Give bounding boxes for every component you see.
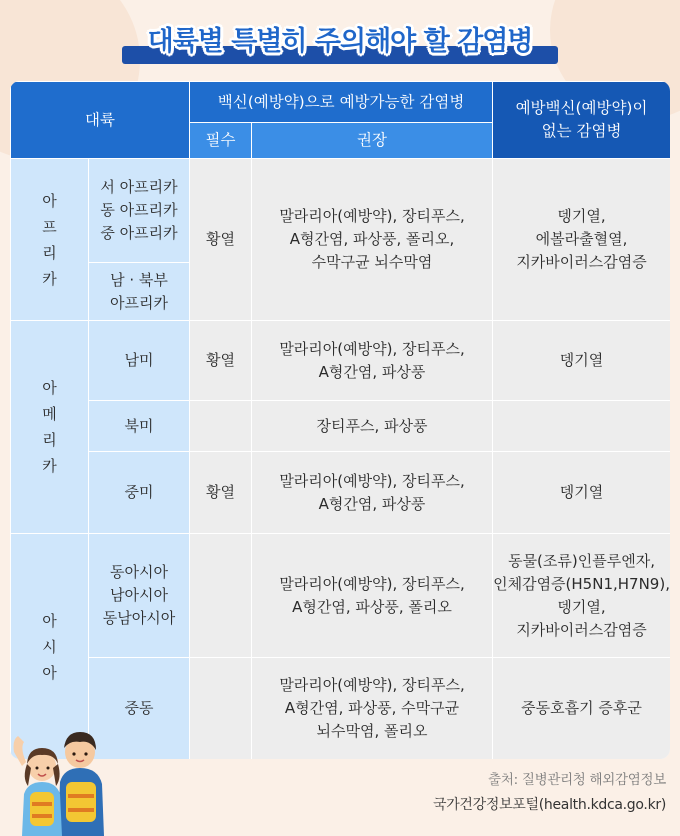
header-vaccine-group: 백신(예방약)으로 예방가능한 감염병	[190, 82, 493, 123]
footer-source: 출처: 질병관리청 해외감염정보	[488, 772, 666, 788]
page-title: 대륙별 특별히 주의해야 할 감염병	[147, 25, 533, 57]
south-america-no-vaccine: 뎅기열	[493, 321, 670, 401]
continent-africa: 아 프 리 카	[11, 159, 89, 321]
east-asia-recommended: 말라리아(예방약), 장티푸스, A형간염, 파상풍, 폴리오	[252, 534, 493, 658]
region-africa-west-east-central: 서 아프리카 동 아프리카 중 아프리카	[89, 159, 190, 263]
south-america-recommended: 말라리아(예방약), 장티푸스, A형간염, 파상풍	[252, 321, 493, 401]
region-central-america: 중미	[89, 452, 190, 534]
middle-east-no-vaccine: 중동호흡기 증후군	[493, 658, 670, 760]
region-north-america: 북미	[89, 401, 190, 452]
header-continent: 대륙	[11, 82, 190, 159]
east-asia-no-vaccine: 동물(조류)인플루엔자, 인체감염증(H5N1,H7N9), 뎅기열, 지카바이러스감염증	[493, 534, 670, 658]
region-south-america: 남미	[89, 321, 190, 401]
header-no-vaccine: 예방백신(예방약)이 없는 감염병	[493, 82, 670, 159]
south-america-required: 황열	[190, 321, 252, 401]
africa-no-vaccine: 뎅기열, 에볼라출혈열, 지카바이러스감염증	[493, 159, 670, 321]
header-required: 필수	[190, 123, 252, 159]
east-asia-required	[190, 534, 252, 658]
continent-america: 아 메 리 카	[11, 321, 89, 534]
africa-recommended: 말라리아(예방약), 장티푸스, A형간염, 파상풍, 폴리오, 수막구균 뇌수막염	[252, 159, 493, 321]
region-middle-east: 중동	[89, 658, 190, 760]
continent-asia: 아 시 아	[11, 534, 89, 760]
north-america-no-vaccine	[493, 401, 670, 452]
africa-required: 황열	[190, 159, 252, 321]
middle-east-required	[190, 658, 252, 760]
infection-table	[10, 81, 670, 759]
region-east-south-southeast-asia: 동아시아 남아시아 동남아시아	[89, 534, 190, 658]
region-africa-south-north: 남 · 북부 아프리카	[89, 263, 190, 321]
children-icon	[8, 722, 118, 836]
footer-site: 국가건강정보포털(health.kdca.go.kr)	[432, 797, 666, 813]
north-america-recommended: 장티푸스, 파상풍	[252, 401, 493, 452]
title-banner	[0, 14, 680, 62]
header-recommended: 권장	[252, 123, 493, 159]
north-america-required	[190, 401, 252, 452]
central-america-recommended: 말라리아(예방약), 장티푸스, A형간염, 파상풍	[252, 452, 493, 534]
middle-east-recommended: 말라리아(예방약), 장티푸스, A형간염, 파상풍, 수막구균 뇌수막염, 폴리오	[252, 658, 493, 760]
infection-table-container	[10, 81, 670, 759]
central-america-no-vaccine: 뎅기열	[493, 452, 670, 534]
central-america-required: 황열	[190, 452, 252, 534]
